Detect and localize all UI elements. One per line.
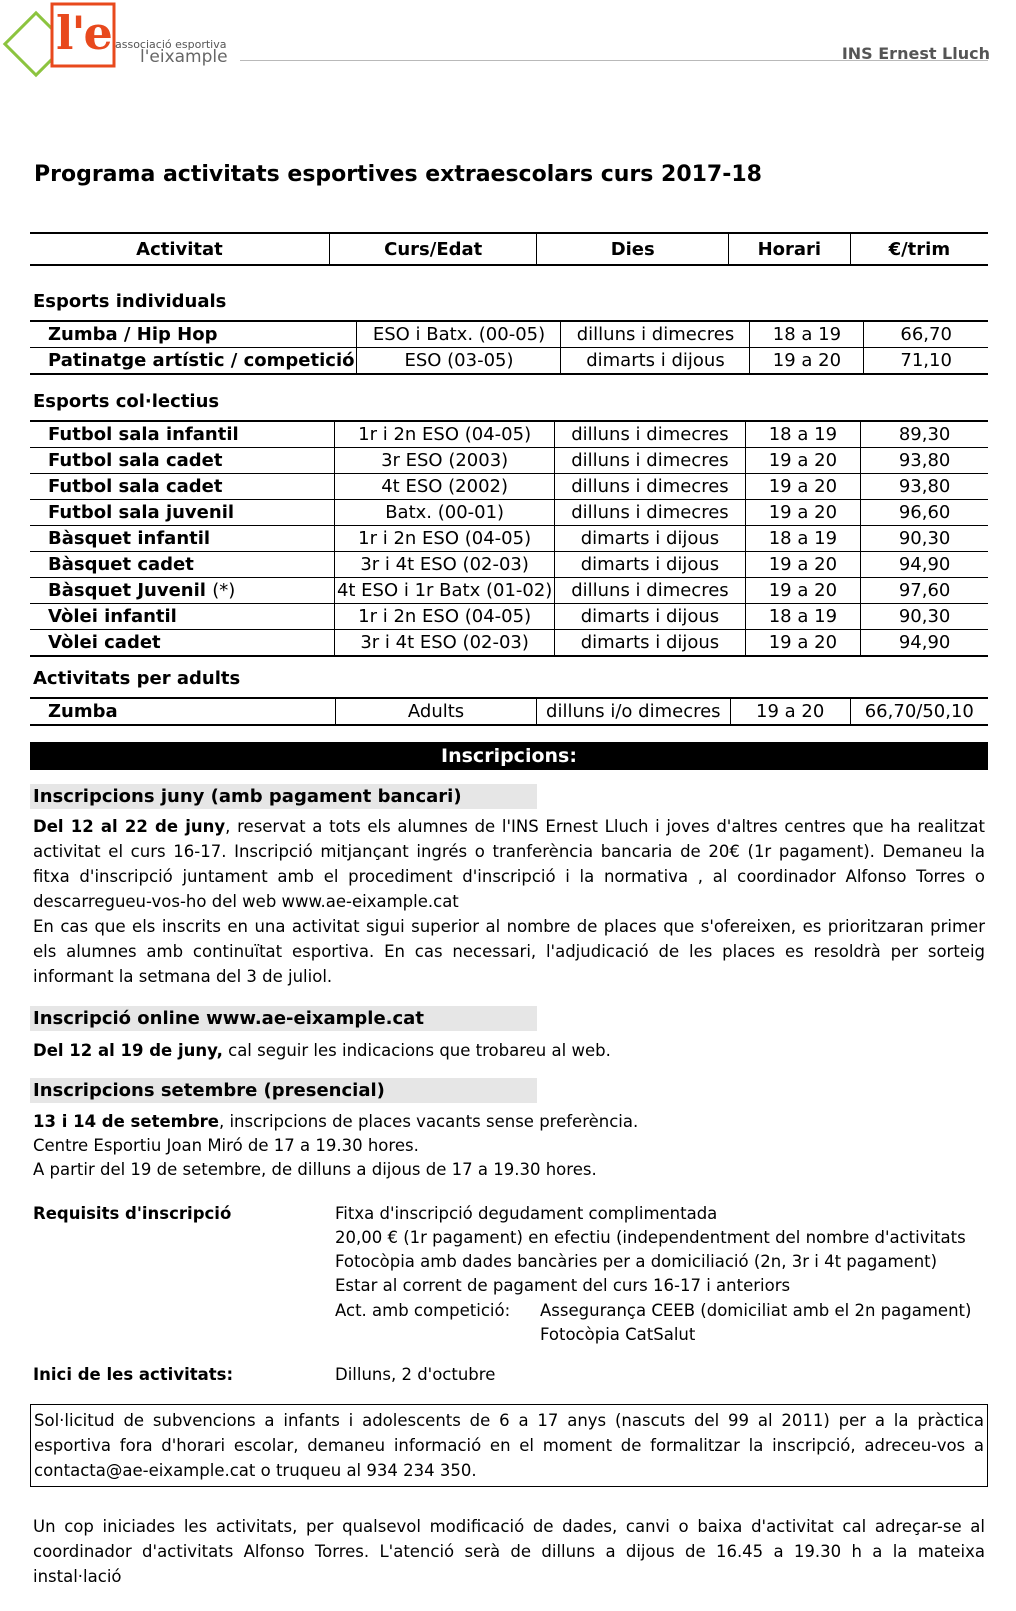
footer-note: Un cop iniciades les activitats, per qualsevol modificació de dades, canvi o baixa d'activitat cal adreçar-se al coordinador d'activitats Alfonso Torres. L'atenció serà de dilluns a dijous de 16.45 a 19.30 h a la mateixa instal·lació (33, 1517, 985, 1586)
paragraph-online: Del 12 al 19 de juny, cal seguir les indicacions que trobareu al web. (33, 1041, 611, 1060)
subsidy-notice-box: Sol·licitud de subvencions a infants i adolescents de 6 a 17 anys (nascuts del 99 al 2011) per a la pràctica esportiva fora d'horari escolar, demaneu informació en el moment de formalitzar la inscripció, adreceu-vos a contacta@ae-eixample.cat o truqueu al 934 234 350. (30, 1404, 988, 1487)
section-title: Esports col·lectius (33, 391, 220, 412)
table-row: Futbol sala infantil 1r i 2n ESO (04-05) dilluns i dimecres 18 a 19 89,30 (30, 421, 988, 448)
table-row: Vòlei infantil 1r i 2n ESO (04-05) dimarts i dijous 18 a 19 90,30 (30, 604, 988, 630)
list-item: Assegurança CEEB (domiciliat amb el 2n pagament) (540, 1301, 972, 1320)
schedule-section-adults (30, 697, 988, 726)
table-row: Zumba Adults dilluns i/o dimecres 19 a 20 66,70/50,10 (30, 698, 988, 725)
col-preu: €/trim (850, 233, 988, 265)
section-heading-setembre: Inscripcions setembre (presencial) (30, 1078, 537, 1103)
competition-list (540, 1299, 971, 1347)
paragraph-priority: En cas que els inscrits en una activitat sigui superior al nombre de places que s'ofereixen, es prioritzaran primer els alumnes amb continuïtat esportiva. En cas necessari, l'adjudicació de les places es resoldrà per sorteig informant la setmana del 3 de juliol. (33, 917, 985, 986)
col-activitat: Activitat (136, 238, 223, 260)
section-heading-juny: Inscripcions juny (amb pagament bancari) (30, 784, 537, 809)
logo-subtitle-2: l'eixample (140, 47, 228, 67)
section-title: Esports individuals (33, 291, 227, 312)
requisits-label: Requisits d'inscripció (33, 1204, 232, 1223)
logo-subtitle-1: associació esportiva (115, 38, 227, 51)
table-row: Futbol sala juvenil Batx. (00-01) dilluns i dimecres 19 a 20 96,60 (30, 500, 988, 526)
table-row: Bàsquet infantil 1r i 2n ESO (04-05) dimarts i dijous 18 a 19 90,30 (30, 526, 988, 552)
inici-value: Dilluns, 2 d'octubre (335, 1365, 496, 1384)
table-row: Bàsquet Juvenil (*) 4t ESO i 1r Batx (01-02) dilluns i dimecres 19 a 20 97,60 (30, 578, 988, 604)
logo-text: l'e (56, 6, 111, 60)
table-row: Patinatge artístic / competició ESO (03-05) dimarts i dijous 19 a 20 71,10 (30, 348, 988, 375)
list-item: Fitxa d'inscripció degudament complimentada (335, 1204, 718, 1223)
list-item: Fotocòpia amb dades bancàries per a domiciliació (2n, 3r i 4t pagament) (335, 1252, 938, 1271)
list-item: 20,00 € (1r pagament) en efectiu (independentment del nombre d'activitats (335, 1228, 966, 1247)
school-name: INS Ernest Lluch (841, 44, 990, 63)
table-row: Bàsquet cadet 3r i 4t ESO (02-03) dimarts i dijous 19 a 20 94,90 (30, 552, 988, 578)
inscripcions-bar: Inscripcions: (30, 742, 988, 770)
list-item: Estar al corrent de pagament del curs 16-17 i anteriors (335, 1276, 791, 1295)
footnote-marker: (*) (212, 580, 236, 601)
list-item: Fotocòpia CatSalut (540, 1325, 696, 1344)
table-row: Futbol sala cadet 3r ESO (2003) dilluns i dimecres 19 a 20 93,80 (30, 448, 988, 474)
table-row: Vòlei cadet 3r i 4t ESO (02-03) dimarts i dijous 19 a 20 94,90 (30, 630, 988, 657)
setembre-details: 13 i 14 de setembre, inscripcions de places vacants sense preferència. Centre Esportiu Joan Miró de 17 a 19.30 hores. A partir del 19 de setembre, de dilluns a dijous de 17 a 19.30 hores. (33, 1112, 639, 1179)
col-curs: Curs/Edat (329, 233, 536, 265)
competition-label: Act. amb competició: (335, 1301, 511, 1320)
section-title: Activitats per adults (33, 668, 241, 689)
requisits-list (335, 1202, 966, 1298)
schedule-section-individual (30, 320, 988, 375)
schedule-header (30, 232, 988, 266)
table-row: Futbol sala cadet 4t ESO (2002) dilluns i dimecres 19 a 20 93,80 (30, 474, 988, 500)
table-row: Zumba / Hip Hop ESO i Batx. (00-05) dilluns i dimecres 18 a 19 66,70 (30, 321, 988, 348)
col-dies: Dies (537, 233, 729, 265)
section-heading-online: Inscripció online www.ae-eixample.cat (30, 1006, 537, 1031)
inici-label: Inici de les activitats: (33, 1365, 234, 1384)
document-title: Programa activitats esportives extraescolars curs 2017-18 (34, 162, 762, 187)
paragraph-juny: Del 12 al 22 de juny, reservat a tots els alumnes de l'INS Ernest Lluch i joves d'altres centres que ha realitzat activitat el curs 16-17. Inscripció mitjançant ingrés o tranferència bancaria de 20€ (1r pagament). Demaneu la fitxa d'inscripció juntament amb el procediment d'inscripció i la normativa , al coordinador Alfonso Torres o descarregueu-vos-ho del web www.ae-eixample.cat (33, 817, 985, 911)
schedule-section-collective (30, 420, 988, 657)
col-horari: Horari (728, 233, 850, 265)
